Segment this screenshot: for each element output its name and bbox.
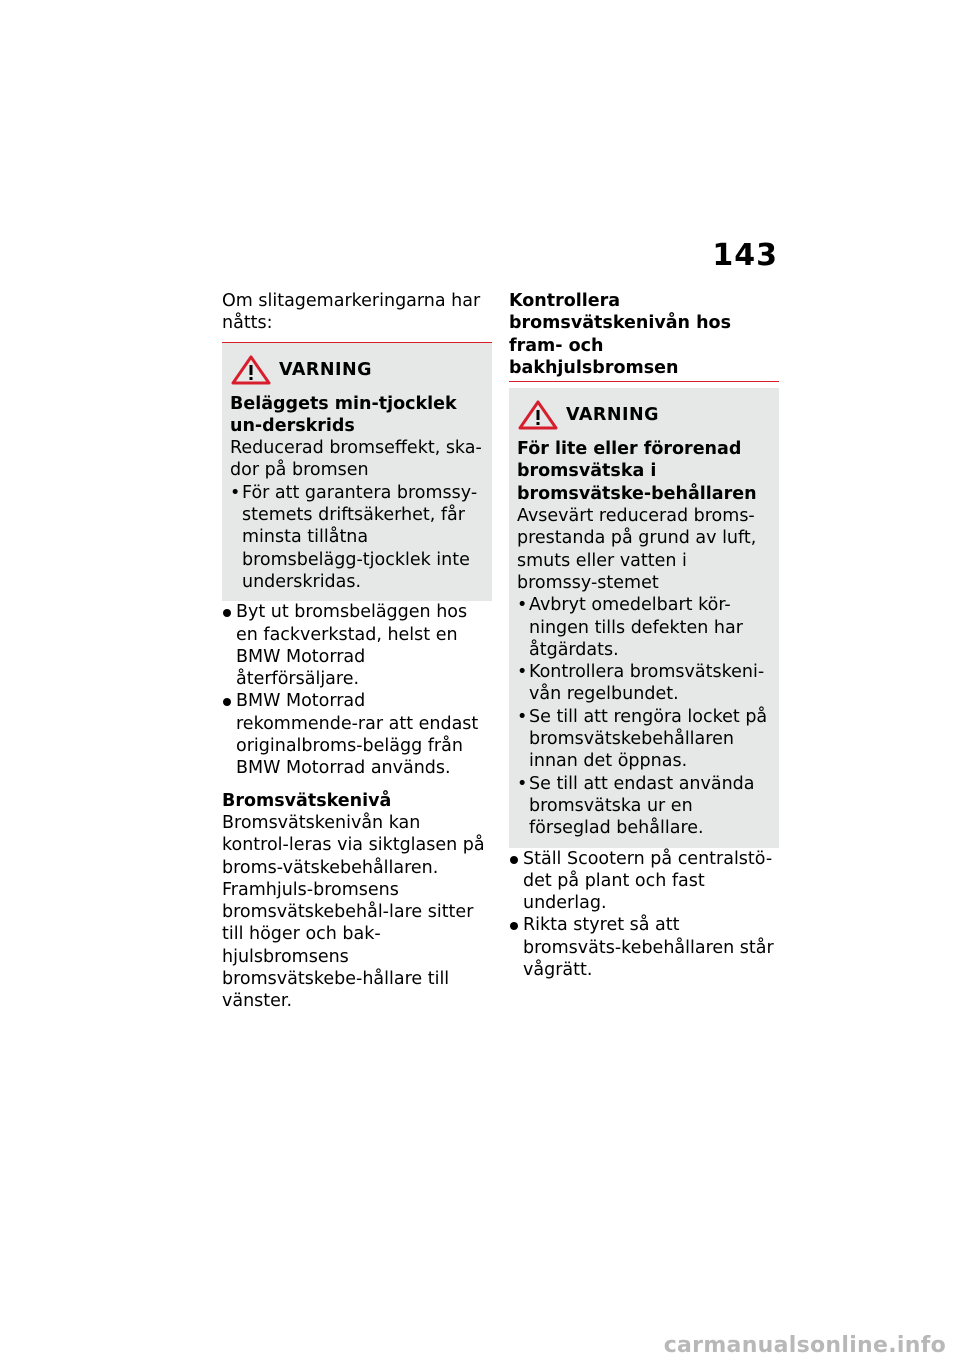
warning-label: VARNING — [566, 405, 660, 426]
warning-triangle-icon — [518, 400, 558, 430]
step-list — [222, 601, 492, 779]
left-column — [222, 290, 492, 1013]
warning-label: VARNING — [279, 359, 373, 380]
page-number: 143 — [712, 238, 778, 273]
warning-bullet: • För att garantera bromssy-stemets driftsäkerhet, får minsta tillåtna bromsbelägg-tjocklek inte underskridas. — [230, 482, 484, 593]
warning-title: För lite eller förorenad bromsvätska i bromsvätske-behållaren — [517, 439, 757, 504]
section-text: Bromsvätskenivån kan kontrol-leras via siktglasen på broms-vätskebehållaren. Framhjuls-bromsens bromsvätskebehål-lare sitter till höger och bak-hjulsbromsens bromsvätskebe-hållare till vänster. — [222, 812, 485, 1012]
step-item: Byt ut bromsbeläggen hos en fackverkstad, helst en BMW Motorrad återförsäljare. — [222, 601, 492, 690]
intro-block — [222, 290, 492, 343]
right-heading-block — [509, 290, 779, 382]
warning-header — [518, 400, 771, 430]
warning-bullet: • Kontrollera bromsvätskeni-vån regelbundet. — [517, 661, 771, 706]
watermark: carmanualsonline.info — [663, 1333, 946, 1358]
warning-header — [231, 355, 484, 385]
step-item: Rikta styret så att bromsväts-kebehållaren står vågrätt. — [509, 914, 779, 981]
warning-box — [509, 388, 779, 847]
right-column — [509, 290, 779, 981]
warning-consequence: Avsevärt reducerad broms-prestanda på grund av luft, smuts eller vatten i bromssy-stemet — [517, 506, 757, 593]
warning-bullet: • Se till att endast använda bromsvätska ur en förseglad behållare. — [517, 773, 771, 840]
step-item: BMW Motorrad rekommende-rar att endast originalbroms-belägg från BMW Motorrad används. — [222, 690, 492, 779]
warning-bullet-list — [517, 594, 771, 839]
warning-title: Beläggets min-tjocklek un-derskrids — [230, 393, 457, 436]
warning-box — [222, 343, 492, 602]
warning-bullet: • Se till att rengöra locket på bromsvätskebehållaren innan det öppnas. — [517, 706, 771, 773]
intro-text: Om slitagemarkeringarna har nåtts: — [222, 291, 481, 334]
warning-consequence: Reducerad bromseffekt, ska-dor på bromsen — [230, 438, 482, 481]
right-heading: Kontrollera bromsvätskenivån hos fram- och bakhjulsbromsen — [509, 291, 731, 378]
section-heading: Bromsvätskenivå — [222, 790, 392, 811]
warning-bullet: • Avbryt omedelbart kör-ningen tills defekten har åtgärdats. — [517, 594, 771, 661]
step-list — [509, 848, 779, 982]
step-item: Ställ Scootern på centralstö-det på plant och fast underlag. — [509, 848, 779, 915]
warning-bullet-list — [230, 482, 484, 593]
warning-triangle-icon — [231, 355, 271, 385]
